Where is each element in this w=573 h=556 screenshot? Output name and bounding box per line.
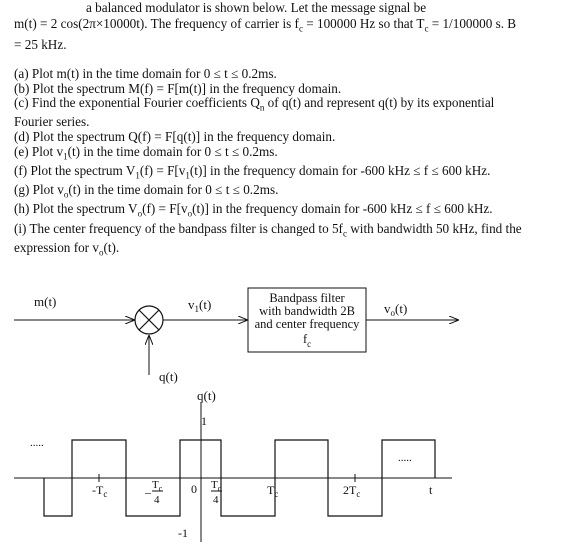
svg-text:Tc: $T_c$ — [211, 479, 222, 493]
svg-text:Tc: $T_c$ — [267, 483, 279, 499]
amplitude-top-label: 1 — [201, 414, 207, 428]
ellipsis-right: ..... — [398, 452, 412, 464]
ellipsis-left: ..... — [30, 437, 44, 449]
svg-text:–: – — [145, 485, 151, 499]
intro-line-2: m(t) = 2 cos(2π×10000t). The frequency of carrier is $f_c = 100000$ Hz so that $T_c = 1/100000$ s. B — [14, 15, 517, 34]
svg-text:-Tc: $-T_c$ — [92, 483, 108, 499]
carrier-waveform — [14, 388, 452, 542]
output-label: $v_o(t)$ — [384, 301, 408, 318]
intro-line-3: = 25 kHz. — [14, 36, 67, 52]
svg-text:Tc: $T_c$ — [152, 479, 163, 493]
part-d: (d) Plot the spectrum Q(f) = F[q(t)] in the frequency domain. — [14, 129, 336, 145]
amplitude-bottom-label: -1 — [178, 526, 188, 540]
block-diagram — [14, 288, 458, 384]
mixer-symbol — [135, 306, 163, 334]
tick-neg-tc4 — [144, 479, 163, 506]
svg-text:0: 0 — [191, 482, 197, 496]
tick-zero — [191, 482, 197, 496]
filter-line-2: with bandwidth 2B — [259, 304, 355, 318]
part-g: (g) Plot $v_o(t)$ in the time domain for 0 ≤ t ≤ 0.2ms. — [14, 182, 279, 200]
part-h: (h) Plot the spectrum $V_o(f) = F[v_o(t)]$ in the frequency domain for -600 kHz ≤ f ≤ 600 kHz. — [14, 201, 493, 219]
filter-line-1: Bandpass filter — [269, 291, 345, 305]
part-a: (a) Plot m(t) in the time domain for 0 ≤ t ≤ 0.2ms. — [14, 66, 277, 81]
svg-text:2Tc: $2T_c$ — [343, 483, 361, 499]
part-i: (i) The center frequency of the bandpass filter is changed to $5f_c$ with bandwidth 50 kHz, find the expression for $v_o(t)$. — [14, 220, 522, 258]
intro-line-1: a balanced modulator is shown below. Let the message signal be — [86, 0, 427, 15]
filter-line-4: $f_c$ — [303, 332, 312, 349]
waveform-title: q(t) — [197, 388, 216, 403]
time-axis-label: t — [429, 483, 433, 497]
part-c: (c) Find the exponential Fourier coefficients $Q_n$ of q(t) and represent q(t) by its exponential Fourier series. — [14, 95, 495, 130]
carrier-label: q(t) — [159, 369, 178, 384]
svg-text:4: 4 — [154, 494, 160, 506]
mixer-output-label: $v_1(t)$ — [188, 297, 212, 314]
part-e: (e) Plot $v_1(t)$ in the time domain for 0 ≤ t ≤ 0.2ms. — [14, 143, 278, 162]
part-b: (b) Plot the spectrum M(f) = F[m(t)] in the frequency domain. — [14, 80, 342, 96]
svg-text:4: 4 — [213, 494, 219, 506]
input-label: m(t) — [34, 294, 57, 309]
filter-line-3: and center frequency — [254, 317, 360, 331]
part-f: (f) Plot the spectrum $V_1(f) = F[v_1(t)]$ in the frequency domain for -600 kHz ≤ f ≤ 600 kHz. — [14, 162, 491, 181]
tick-pos-tc4 — [211, 479, 222, 506]
